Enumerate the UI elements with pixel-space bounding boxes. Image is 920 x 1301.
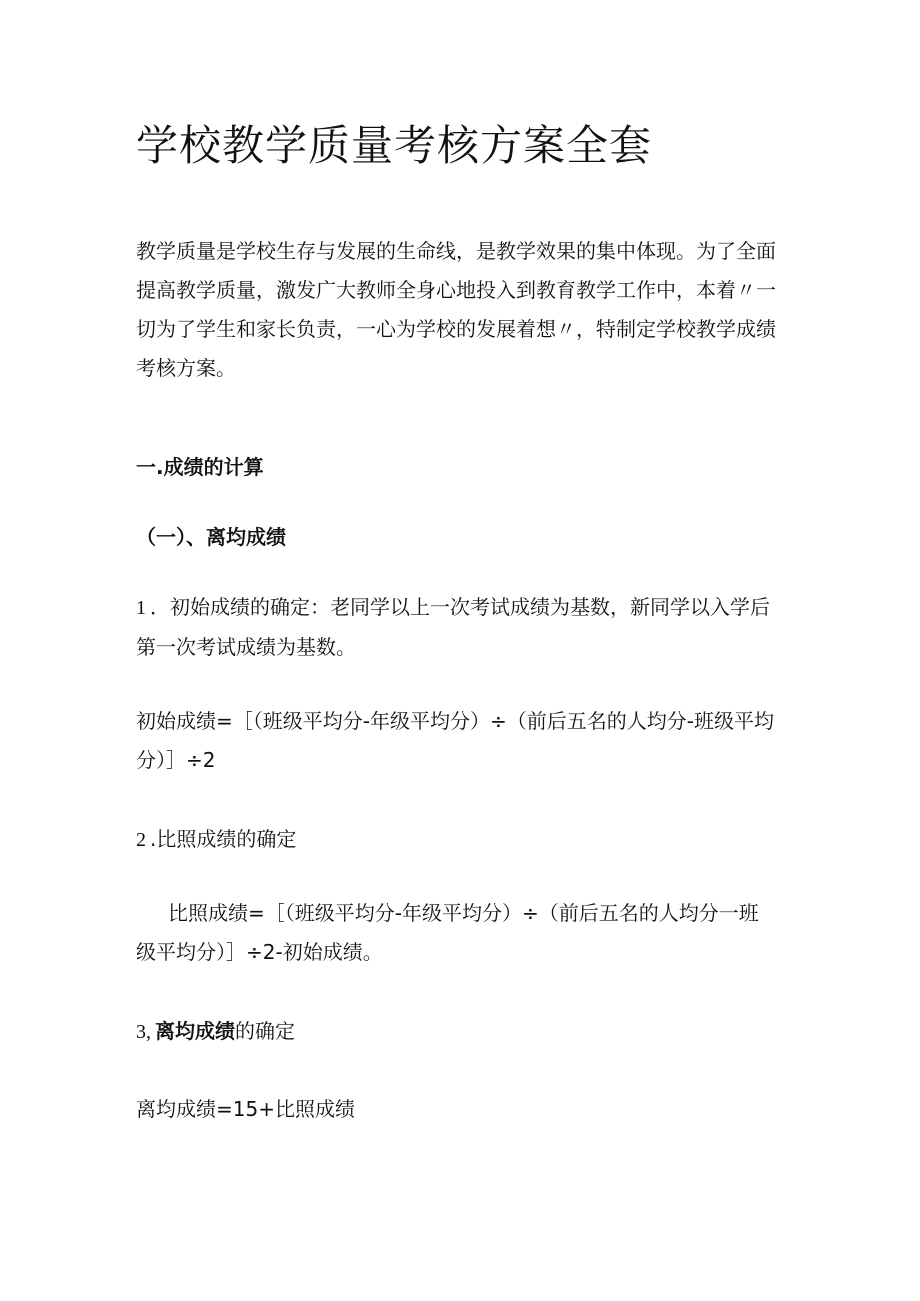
item-2-heading (136, 824, 296, 855)
item-3-bold-text: 离均成绩 (155, 1019, 235, 1043)
formula-1-line: 初始成绩=［（班级平均分-年级平均分）÷（前后五名的人均分-班级平均 (136, 709, 774, 733)
item-2-text: .比照成绩的确定 (150, 827, 297, 851)
item-number: 1 (136, 597, 146, 619)
formula-1-paragraph (136, 702, 786, 780)
formula-2-line: 比照成绩=［（班级平均分-年级平均分）÷（前后五名的人均分一班 (168, 901, 759, 925)
intro-line: 教学质量是学校生存与发展的生命线，是教学效果的集中体现。为了全面 (136, 239, 776, 263)
intro-line: 考核方案。 (136, 356, 236, 380)
item-number: 3, (136, 1021, 151, 1043)
item-1-line (136, 588, 786, 628)
formula-3: 离均成绩=15+比照成绩 (136, 1097, 355, 1121)
item-number: 2 (136, 829, 146, 851)
item-3-heading (136, 1016, 295, 1047)
intro-line: 提高教学质量，激发广大教师全身心地投入到教育教学工作中，本着〃一 (136, 278, 776, 302)
section-heading: 一.成绩的计算 (136, 455, 264, 479)
formula-1-line: 分）］÷2 (136, 748, 216, 772)
item-1-text: ．初始成绩的确定：老同学以上一次考试成绩为基数，新同学以入学后 (150, 595, 770, 619)
subsection-heading: （一）、离均成绩 (136, 525, 286, 549)
formula-2-paragraph (136, 894, 786, 972)
item-3-text: 的确定 (235, 1019, 295, 1043)
item-1-paragraph (136, 588, 786, 667)
intro-paragraph (136, 232, 786, 388)
item-1-line: 第一次考试成绩为基数。 (136, 635, 356, 659)
intro-line: 切为了学生和家长负责，一心为学校的发展着想〃，特制定学校教学成绩 (136, 317, 776, 341)
document-title: 学校教学质量考核方案全套 (136, 121, 653, 170)
formula-2-line: 级平均分）］÷2-初始成绩。 (136, 940, 383, 964)
